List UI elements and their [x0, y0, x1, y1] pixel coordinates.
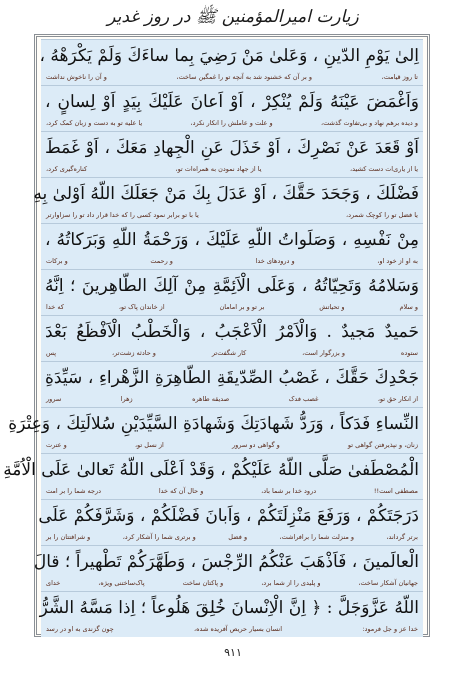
translation-fragment: و حال آن که خدا	[158, 487, 204, 495]
translation-fragment: مصطفی است!!	[373, 487, 418, 495]
translation-fragment: کار شگفت‌تر	[211, 349, 247, 357]
verse-row	[41, 591, 423, 637]
translation-fragment: و عترت	[46, 441, 67, 449]
persian-translation	[45, 393, 419, 406]
translation-fragment: و برتری شما را آشکار کرد،	[122, 533, 196, 541]
translation-fragment: و شرافتتان را بر	[46, 533, 91, 541]
translation-fragment: و دیده برهم نهاد و بی‌تفاوت گذشت،	[320, 119, 418, 127]
translation-fragment: یا از جهاد نمودن به همراه‌ات تو،	[175, 165, 262, 173]
verse-row	[3, 453, 423, 499]
verse-row	[41, 131, 423, 177]
persian-translation	[45, 439, 419, 452]
verse-row	[41, 315, 423, 361]
arabic-line: جَحْدِكَ حَقَّكَ ، غَصْبُ الصِّدّيقَةِ الطّاهِرَةِ الزَّهْراءِ ، سَيِّدَةِ	[45, 368, 419, 388]
arabic-line: مِنْ نَفْسِهِ ، وَصَلَواتُ اللّهِ عَلَيْكَ ، وَرَحْمَةُ اللّهِ وَبَرَكاتُهُ ،	[45, 230, 419, 250]
persian-translation	[45, 163, 419, 176]
translation-fragment: که خدا	[46, 303, 64, 311]
verse-row	[41, 39, 423, 85]
translation-fragment: انسان بسیار حریص آفریده شده،	[194, 625, 283, 633]
translation-fragment: و درودهای خدا	[255, 257, 295, 265]
translation-fragment: و بر آن که خشنود شد به آنچه تو را غمگین ساخت،	[176, 73, 313, 81]
translation-fragment: از خاندان پاک تو،	[118, 303, 165, 311]
translation-fragment: یا از یاری‌ات دست کشید،	[349, 165, 418, 173]
persian-translation	[45, 71, 419, 84]
translation-fragment: و تحیاتش	[319, 303, 345, 311]
verse-row	[41, 269, 423, 315]
translation-fragment: از انکار حق تو،	[377, 395, 418, 403]
persian-translation	[45, 255, 419, 268]
translation-fragment: و رحمت	[150, 257, 173, 265]
verse-row	[41, 85, 423, 131]
arabic-line: الْمُصْطَفىٰ صَلَّى اللّهُ عَلَيْكُمْ ، وَقَدْ اَعْلَى اللّهُ تَعالىٰ عَلَى الْاُمَّةِ	[3, 460, 419, 480]
arabic-line: النِّساءِ فَدَكاً ، وَرَدُّ شَهادَتِكَ وَشَهادَةِ السَّيِّدَيْنِ سُلالَتِكَ ، وَعِتْرَةِ	[8, 414, 419, 434]
persian-translation	[45, 623, 419, 636]
arabic-line: وَاَغْمَضَ عَيْنَهُ وَلَمْ يُنْكِرْ ، اَوْ اَعانَ عَلَيْكَ بِيَدٍ اَوْ لِسانٍ ،	[45, 92, 419, 112]
verse-row	[41, 223, 423, 269]
persian-translation	[45, 347, 419, 360]
translation-fragment: سرور	[46, 395, 62, 403]
translation-fragment: ستوده	[400, 349, 418, 357]
translation-fragment: یا فضل تو را کوچک شمرد،	[346, 211, 418, 219]
translation-fragment: زهرا	[120, 395, 133, 403]
persian-translation	[45, 301, 419, 314]
verse-row	[38, 499, 423, 545]
translation-fragment: درود خدا بر شما باد،	[261, 487, 317, 495]
translation-fragment: از نسل تو،	[134, 441, 164, 449]
verse-row	[33, 545, 423, 591]
translation-fragment: برتر گرداند،	[386, 533, 418, 541]
translation-fragment: پاک‌ساختنی ویژه،	[98, 579, 145, 587]
translation-fragment: غصب فدک	[288, 395, 319, 403]
verse-row	[33, 177, 423, 223]
verse-row	[8, 407, 423, 453]
translation-fragment: کناره‌گیری کرد،	[46, 165, 88, 173]
arabic-line: اَوْ قَعَدَ عَنْ نَصْرِكَ ، اَوْ خَذَلَ عَنِ الْجِهادِ مَعَكَ ، اَوْ غَمَطَ	[45, 138, 419, 158]
translation-fragment: و پلیدی را از شما برد،	[261, 579, 321, 587]
arabic-line: حَميدٌ مَجيدٌ . وَالْاَمْرُ الْاَعْجَبُ ، وَالْخَطْبُ الْاَفْظَعُ بَعْدَ	[45, 322, 419, 342]
translation-fragment: درجه شما را بر امت	[46, 487, 102, 495]
translation-fragment: پس	[46, 349, 57, 357]
persian-translation	[45, 117, 419, 130]
verse-row	[41, 361, 423, 407]
translation-fragment: و فضل	[228, 533, 248, 541]
translation-fragment: بر تو و بر امامان	[219, 303, 265, 311]
translation-fragment: یا با تو برابر نمود کسی را که خدا قرار داد تو را سزاوارتر	[46, 211, 199, 219]
persian-translation	[45, 485, 419, 498]
translation-fragment: و آن را ناخوش نداشت	[46, 73, 107, 81]
translation-fragment: زنان، و نپذیرفتن گواهی تو	[347, 441, 418, 449]
translation-fragment: جهانیان آشکار ساخت،	[358, 579, 418, 587]
translation-fragment: چون گزندی به او در رسد	[46, 625, 114, 633]
translation-fragment: و حادثه زشت‌تر،	[112, 349, 156, 357]
translation-fragment: و سلام	[399, 303, 418, 311]
translation-fragment: صدیقه طاهره	[192, 395, 230, 403]
translation-fragment: تا روز قیامت،	[381, 73, 418, 81]
arabic-line: اللّهُ عَزَّوَجَلَّ : ﴿ اِنَّ الْاِنْسانَ خُلِقَ هَلُوعاً ؛ اِذا مَسَّهُ الشَّرُّ	[39, 598, 419, 618]
text-frame	[3, 34, 430, 637]
arabic-line: اِلىٰ يَوْمِ الدّينِ ، وَعَلىٰ مَنْ رَضِيَ بِما ساءَكَ وَلَمْ يَكْرَهْهُ ،	[39, 46, 419, 66]
translation-fragment: به او از خود او،	[377, 257, 418, 265]
translation-fragment: یا علیه تو به دست و زبان کمک کرد،	[46, 119, 143, 127]
translation-fragment: و علت و عاملش را انکار نکرد،	[190, 119, 273, 127]
persian-translation	[45, 577, 419, 590]
arabic-line: دَرَجَتَكُمْ ، وَرَفَعَ مَنْزِلَتَكُمْ ، وَاَبانَ فَضْلَكُمْ ، وَشَرَّفَكُمْ عَلَى	[38, 506, 419, 526]
persian-translation	[45, 531, 419, 544]
translation-fragment: و پاکتان ساخت	[182, 579, 224, 587]
translation-fragment: خدا عز و جل فرمود:	[362, 625, 418, 633]
arabic-line: فَضْلَكَ ، وَجَحَدَ حَقَّكَ ، اَوْ عَدَلَ بِكَ مَنْ جَعَلَكَ اللّهُ اَوْلىٰ بِهِ	[33, 184, 419, 204]
page-number: ۹۱۱	[224, 646, 242, 659]
translation-fragment: و گواهی دو سرور	[231, 441, 280, 449]
page-header: زیارت امیرالمؤمنین ﷺ در روز غدیر	[107, 7, 359, 27]
translation-fragment: و برکات	[46, 257, 68, 265]
arabic-line: الْعالَمينَ ، فَاَذْهَبَ عَنْكُمُ الرِّجْسَ ، وَطَهَّرَكُمْ تَطْهيراً ؛ قالَ	[33, 552, 419, 572]
translation-fragment: و بزرگوار است،	[302, 349, 346, 357]
translation-fragment: و منزلت شما را برافراشت،	[279, 533, 355, 541]
persian-translation	[45, 209, 419, 222]
arabic-line: وَسَلامُهُ وَتَحِيّاتُهُ ، وَعَلَى الْاَئِمَّةِ مِنْ آلِكَ الطّاهِرينَ ؛ اِنَّهُ	[45, 276, 419, 296]
translation-fragment: خدای	[46, 579, 61, 587]
